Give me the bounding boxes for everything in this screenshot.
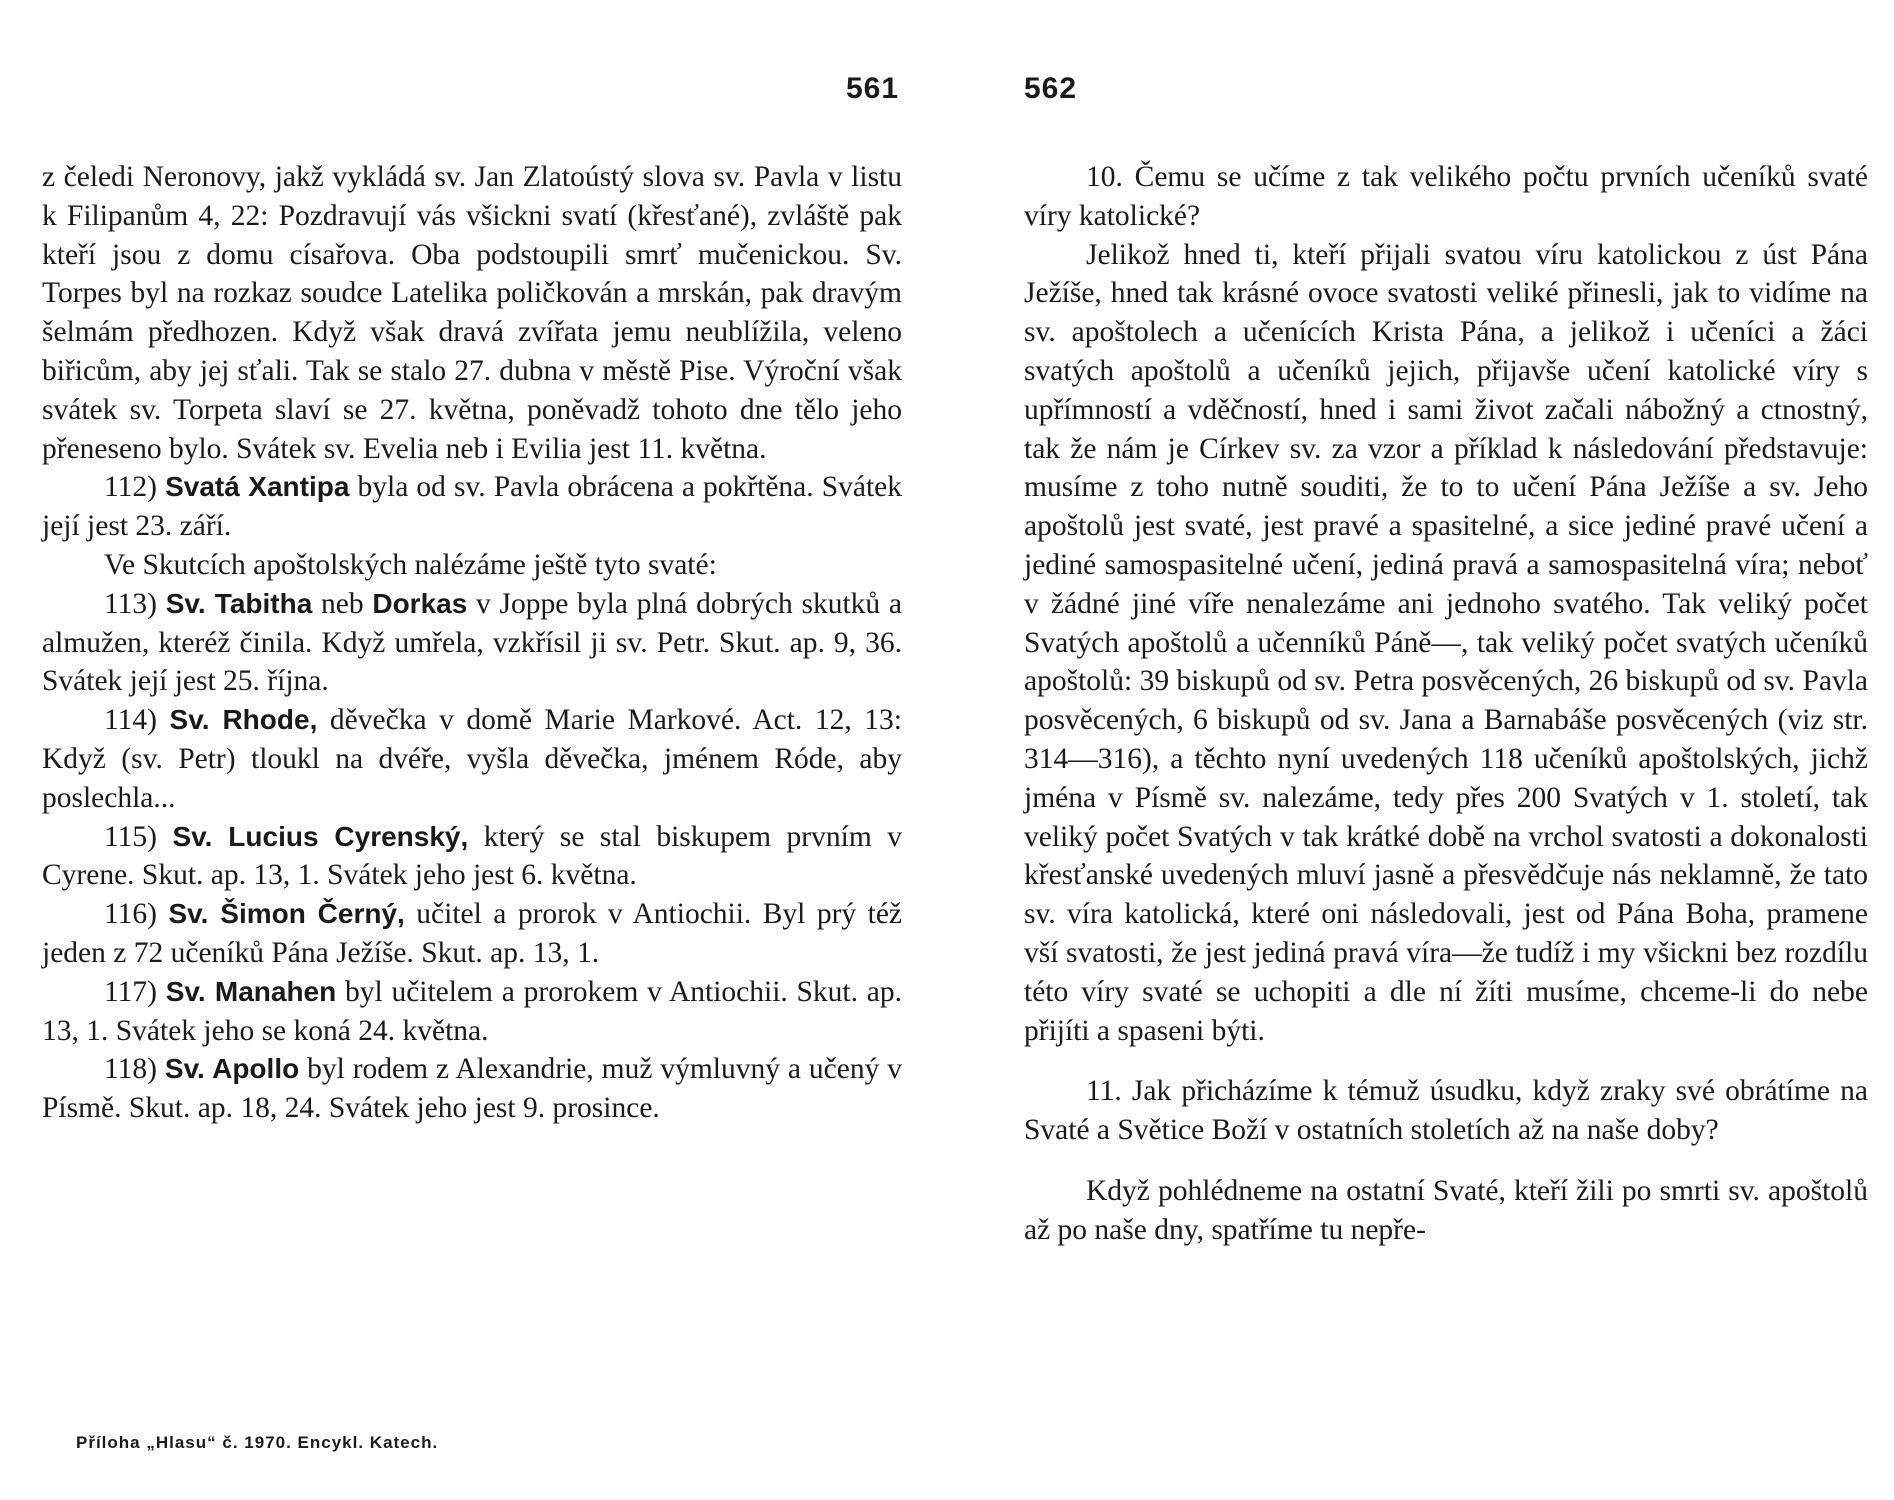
left-page-column — [42, 158, 902, 1128]
entry-114 — [42, 701, 902, 817]
paragraph: z čeledi Neronovy, jakž vykládá sv. Jan Zlatoústý slova sv. Pavla v listu k Filipanům 4, 22: Pozdravují vás všickni svatí (křesťané), zvláště pak kteří jsou z domu císařova. Oba podstoupili smrť mučenickou. Sv. Torpes byl na rozkaz soudce Latelika poličkován a mrskán, pak dravým šelmám předhozen. Když však dravá zvířata jemu neublížila, veleno biřicům, aby jej sťali. Tak se stalo 27. dubna v městě Pise. Výroční však svátek sv. Torpeta slaví se 27. května, poněvadž tohoto dne tělo jeho přeneseno bylo. Svátek sv. Evelia neb i Evilia jest 11. května. — [42, 161, 902, 465]
entry-text: který se stal biskupem prvním v Cyrene. Skut. ap. 13, 1. Svátek jeho jest 6. května. — [42, 820, 902, 892]
paragraph: Ve Skutcích apoštolských nalézáme ještě tyto svaté: — [104, 548, 717, 581]
saint-name: Sv. Manahen — [165, 975, 337, 1007]
entry-115 — [42, 818, 902, 896]
saint-name: Sv. Šimon Černý, — [168, 898, 405, 930]
saint-name: Sv. Tabitha — [165, 587, 313, 619]
entry-number: 114) — [104, 704, 157, 737]
entry-number: 118) — [104, 1053, 157, 1086]
saint-name: Sv. Apollo — [164, 1053, 300, 1085]
entry-text: učitel a prorok v Antiochii. Byl prý též jeden z 72 učeníků Pána Ježíše. Skut. ap. 13, 1. — [42, 898, 903, 969]
page-number-left: 561 — [846, 72, 900, 105]
entry-text: v Joppe byla plná dobrých skutků a almužen, kteréž činila. Když umřela, vzkřísil ji sv. Petr. Skut. ap. 9, 36. Svátek její jest 25. října. — [42, 587, 903, 698]
entry-text: neb — [312, 587, 373, 620]
question-10: 10. Čemu se učíme z tak velikého počtu prvních učeníků svaté víry katolické? — [1024, 161, 1868, 232]
saint-name: Svatá Xantipa — [165, 471, 350, 503]
saint-name: Sv. Lucius Cyrenský, — [172, 820, 469, 852]
answer-11: Když pohlédneme na ostatní Svaté, kteří žili po smrti sv. apoštolů až po naše dny, spatříme tu nepře- — [1024, 1174, 1868, 1246]
entry-118 — [42, 1050, 902, 1128]
right-page-column — [1024, 158, 1868, 1250]
entry-number: 117) — [104, 975, 157, 1008]
entry-number: 115) — [104, 820, 157, 853]
page-footer: Příloha „Hlasu“ č. 1970. Encykl. Katech. — [76, 1433, 439, 1452]
entry-text: byl rodem z Alexandrie, muž výmluvný a učený v Písmě. Skut. ap. 18, 24. Svátek jeho jest 9. prosince. — [42, 1053, 902, 1125]
page-number-right: 562 — [1024, 72, 1078, 105]
entry-text: byla od sv. Pavla obrácena a pokřtěna. Svátek její jest 23. září. — [42, 471, 903, 543]
saint-name: Sv. Rhode, — [169, 704, 318, 736]
entry-text: děvečka v domě Marie Markové. Act. 12, 13: Když (sv. Petr) tloukl na dvéře, vyšla děvečka, jménem Róde, aby poslechla... — [42, 704, 902, 814]
question-11: 11. Jak přicházíme k témuž úsudku, když zraky své obrátíme na Svaté a Světice Boží v ostatních stoletích až na naše doby? — [1024, 1075, 1868, 1147]
saint-name-alt: Dorkas — [372, 587, 468, 619]
entry-112 — [42, 468, 902, 546]
entry-number: 112) — [104, 471, 157, 504]
entry-number: 116) — [104, 898, 157, 931]
answer-10: Jelikož hned ti, kteří přijali svatou víru katolickou z úst Pána Ježíše, hned tak krásné ovoce svatosti veliké přinesli, jak to vidíme na sv. apoštolech a učenících Krista Pána, a jelikož i učeníci a žáci svatých apoštolů a učeníků jejich, přijavše učení katolické víry s upřímností a vděčností, hned i sami život začali nábožný a ctnostný, tak že nám je Církev sv. za vzor a příklad k následování představuje: musíme z toho nutně souditi, že to to učení Pána Ježíše a sv. Jeho apoštolů jest svaté, jest pravé a spasitelné, a sice jediné pravé učení a jediné samospasitelné učení, jediná pravá a samospasitelná víra; neboť v žádné jiné víře nenalezáme ani jednoho svatého. Tak veliký počet Svatých apoštolů a učenníků Páně—, tak veliký počet svatých učeníků apoštolů: 39 biskupů od sv. Petra posvěcených, 26 biskupů od sv. Pavla posvěcených, 6 biskupů od sv. Jana a Barnabáše posvěcených (viz str. 314—316), a těchto nyní uvedených 118 učeníků apoštolských, jichž jména v Písmě sv. nalezáme, tedy přes 200 Svatých v 1. století, tak veliký počet Svatých v tak krátké době na vrchol svatosti a dokonalosti křesťanské uvedených mluví jasně a přesvědčuje nás neklamně, že tato sv. víra katolická, které oni následovali, jest od Pána Boha, pramene vší svatosti, že jest jediná pravá víra—že tudíž i my všickni bez rozdílu této víry svaté se uchopiti a dle ní žíti musíme, chceme-li do nebe přijíti a spaseni býti. — [1024, 238, 1868, 1047]
entry-text: byl učitelem a prorokem v Antiochii. Skut. ap. 13, 1. Svátek jeho se koná 24. května. — [42, 975, 902, 1047]
entry-116 — [42, 895, 902, 973]
entry-113 — [42, 585, 902, 701]
entry-number: 113) — [104, 587, 157, 620]
entry-117 — [42, 973, 902, 1051]
